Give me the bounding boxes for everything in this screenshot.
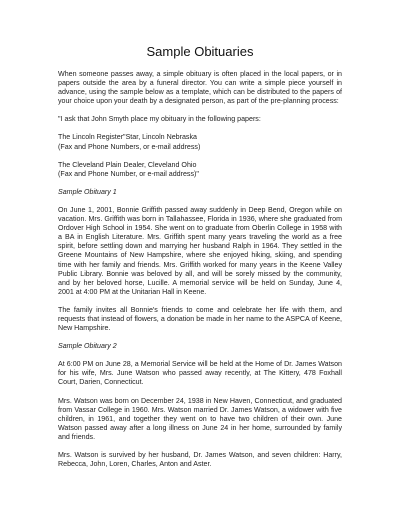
sample-2-heading: Sample Obituary 2 <box>58 342 117 351</box>
sample-2-paragraph-3: Mrs. Watson is survived by her husband, Dr. James Watson, and seven children: Harry, Rebecca, John, Loren, Charles, Anton and Aster. <box>58 451 342 469</box>
page-title: Sample Obituaries <box>146 44 254 59</box>
sample-2-paragraph-2: Mrs. Watson was born on December 24, 1938 in New Haven, Connecticut, and graduated from Vassar College in 1960. Mrs. Watson married Dr. James Watson, a widower with five children, in 1961, and together they went on to have two children of their own. June Watson passed away after a long illness on June 24 in her home, surrounded by family and friends. <box>58 396 342 441</box>
sample-1-paragraph-2: The family invites all Bonnie's friends to come and celebrate her life with them, and requests that instead of flowers, a donation be made in her name to the ASPCA of Keene, New Hampshire. <box>58 305 342 333</box>
paper-contact: (Fax and Phone Number, or e-mail address)" <box>58 169 199 178</box>
intro-paragraph: When someone passes away, a simple obituary is often placed in the local papers, or in papers outside the area by a funeral director. You can write a simple piece yourself in advance, using the sample below as a template, which can be distributed to the papers of your choice upon your death by a designated person, as part of the pre-planning process: <box>58 70 342 106</box>
sample-1-heading: Sample Obituary 1 <box>58 187 117 196</box>
paper-entry-cleveland <box>58 161 342 179</box>
sample-1-paragraph-1: On June 1, 2001, Bonnie Griffith passed away suddenly in Deep Bend, Oregon while on vacation. Mrs. Griffith was born in Tallahassee, Florida in 1936, where she graduated from Ordover High School in 1954. She went on to graduate from Oberlin College in 1958 with a BA in English Literature. Mrs. Griffith spent many years traveling the world as a free spirit, before settling down and marrying her husband Ralph in 1964. They settled in the Greene Mountains of New Hampshire, where she enjoyed hiking, skiing, and spending time with her family and friends. Mrs. Griffith worked for many years in the Keene Valley Public Library. Bonnie was beloved by all, and will be sorely missed by the community, and by her beloved horse, Lucille. A memorial service will be held on Sunday, June 4, 2001 at 4:00 PM at the Unitarian Hall in Keene. <box>58 205 342 296</box>
paper-name: The Cleveland Plain Dealer, Cleveland Ohio <box>58 160 197 169</box>
paper-entry-lincoln <box>58 133 342 151</box>
paper-name: The Lincoln Register"Star, Lincoln Nebraska <box>58 133 197 142</box>
sample-2-paragraph-1: At 6:00 PM on June 28, a Memorial Service will be held at the Home of Dr. James Watson for his wife, Mrs. June Watson who passed away recently, at The Kittery, 478 Foxhall Court, Darien, Connecticut. <box>58 360 342 387</box>
request-paragraph: "I ask that John Smyth place my obituary in the following papers: <box>58 115 261 124</box>
paper-contact: (Fax and Phone Numbers, or e-mail address) <box>58 142 201 151</box>
